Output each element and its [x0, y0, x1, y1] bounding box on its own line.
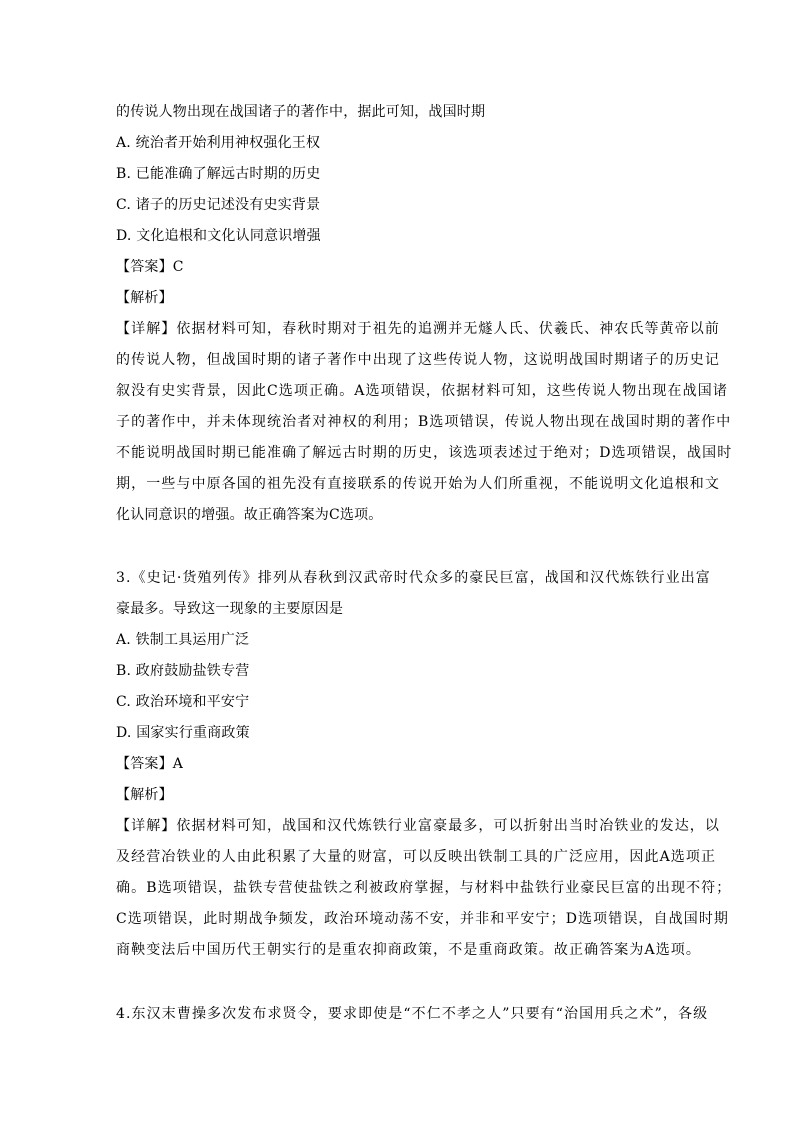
question-2-option-a: A. 统治者开始利用神权强化王权 [116, 135, 321, 151]
question-2-answer: 【答案】C [116, 259, 184, 275]
question-4-stem-line: 4.东汉末曹操多次发布求贤令，要求即使是“不仁不孝之人”只要有“治国用兵之术”，各级 [116, 1006, 709, 1022]
question-3-option-a: A. 铁制工具运用广泛 [116, 632, 250, 648]
question-3-analysis-label: 【解析】 [116, 787, 173, 803]
question-3-stem-line: 3.《史记·货殖列传》排列从春秋到汉武帝时代众多的豪民巨富，战国和汉代炼铁行业出富 [116, 570, 711, 586]
question-3-option-c: C. 政治环境和平安宁 [116, 694, 250, 710]
question-3-option-d: D. 国家实行重商政策 [116, 725, 250, 741]
question-3-stem-line: 豪最多。导致这一现象的主要原因是 [116, 601, 344, 617]
question-3-answer: 【答案】A [116, 756, 184, 772]
question-2-option-c: C. 诸子的历史记述没有史实背景 [116, 197, 321, 213]
question-2-option-b: B. 已能准确了解远古时期的历史 [116, 166, 321, 182]
question-2-detail-line: 不能说明战国时期已能准确了解远古时期的历史，该选项表述过于绝对；D选项错误，战国时 [116, 445, 733, 461]
question-3-detail-line: C选项错误，此时期战争频发，政治环境动荡不安，并非和平安宁；D选项错误，自战国时期 [116, 911, 730, 927]
question-3-detail-line: 确。B选项错误，盐铁专营使盐铁之利被政府掌握，与材料中盐铁行业豪民巨富的出现不符； [116, 880, 732, 896]
question-2-detail-line: 【详解】依据材料可知，春秋时期对于祖先的追溯并无燧人氏、伏羲氏、神农氏等黄帝以前 [116, 321, 720, 337]
question-2-detail-line: 化认同意识的增强。故正确答案为C选项。 [116, 507, 383, 523]
question-3-option-b: B. 政府鼓励盐铁专营 [116, 663, 250, 679]
question-3-detail-line: 商鞅变法后中国历代王朝实行的是重农抑商政策，不是重商政策。故正确答案为A选项。 [116, 942, 702, 958]
question-2-detail-line: 期，一些与中原各国的祖先没有直接联系的传说开始为人们所重视，不能说明文化追根和文 [116, 476, 720, 492]
question-2-detail-line: 子的著作中，并未体现统治者对神权的利用；B选项错误，传说人物出现在战国时期的著作中 [116, 414, 732, 430]
question-2-stem: 的传说人物出现在战国诸子的著作中，据此可知，战国时期 [116, 104, 486, 120]
question-3-detail-line: 【详解】依据材料可知，战国和汉代炼铁行业富豪最多，可以折射出当时冶铁业的发达，以 [116, 818, 720, 834]
question-2-option-d: D. 文化追根和文化认同意识增强 [116, 228, 321, 244]
question-3-detail-line: 及经营冶铁业的人由此积累了大量的财富，可以反映出铁制工具的广泛应用，因此A选项正 [116, 849, 717, 865]
question-2-detail-line: 叙没有史实背景，因此C选项正确。A选项错误，依据材料可知，这些传说人物出现在战国诸 [116, 383, 728, 399]
question-2-detail-line: 的传说人物，但战国时期的诸子著作中出现了这些传说人物，这说明战国时期诸子的历史记 [116, 352, 720, 368]
question-2-analysis-label: 【解析】 [116, 290, 173, 306]
